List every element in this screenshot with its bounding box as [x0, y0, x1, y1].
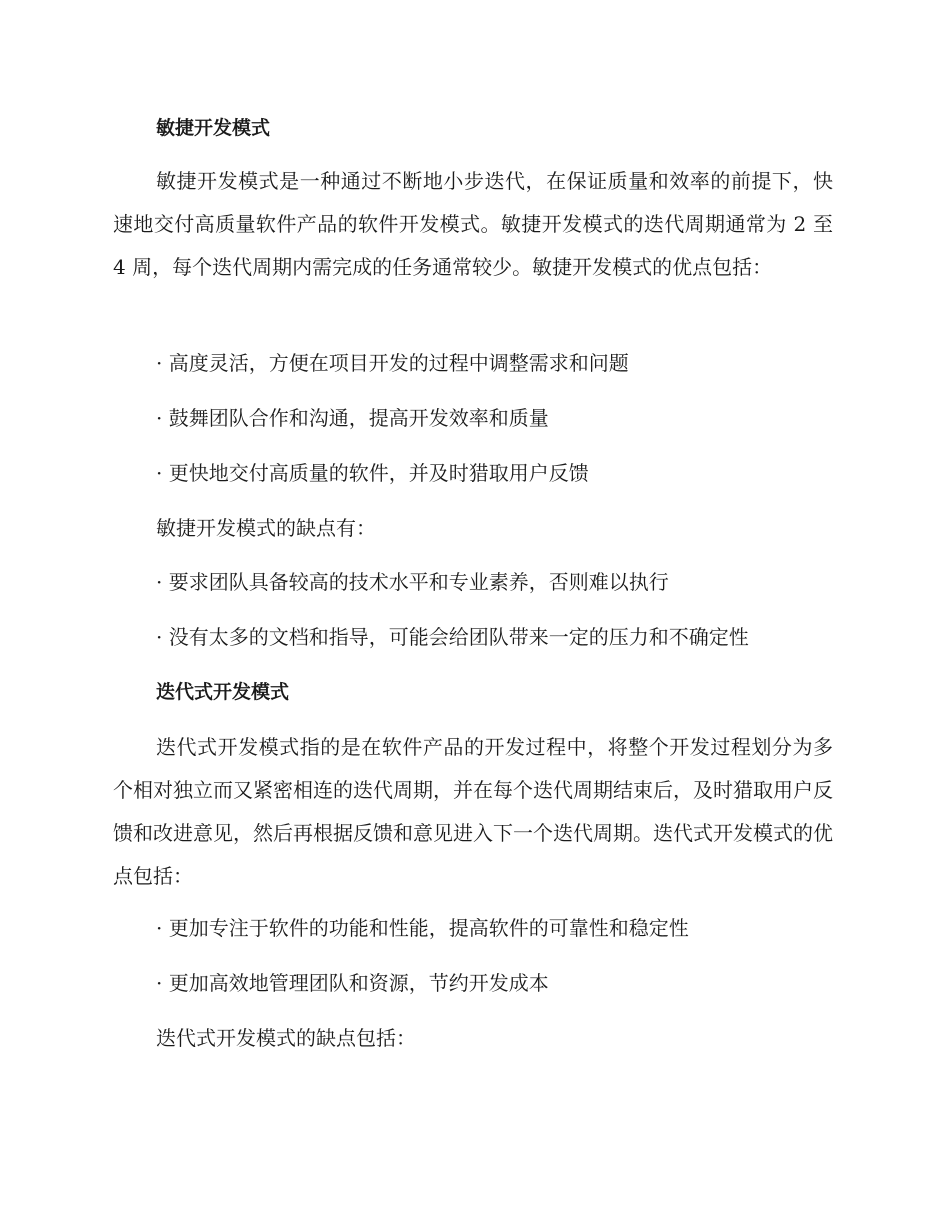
list-item-agile-disadvantage-1: · 要求团队具备较高的技术水平和专业素养，否则难以执行	[156, 570, 669, 594]
list-item-agile-advantage-1: · 高度灵活，方便在项目开发的过程中调整需求和问题	[156, 351, 629, 375]
list-item-iterative-advantage-2: · 更加高效地管理团队和资源，节约开发成本	[156, 971, 549, 995]
list-item-iterative-advantage-1: · 更加专注于软件的功能和性能，提高软件的可靠性和稳定性	[156, 916, 689, 940]
paragraph-agile-intro: 敏捷开发模式是一种通过不断地小步迭代，在保证质量和效率的前提下，快速地交付高质量软件产品的软件开发模式。敏捷开发模式的迭代周期通常为 2 至 4 周，每个迭代周期内需完成的任务通常较少。敏捷开发模式的优点包括：	[113, 169, 833, 279]
paragraph-iterative-disadvantages-intro: 迭代式开发模式的缺点包括：	[156, 1026, 416, 1050]
paragraph-agile-disadvantages-intro: 敏捷开发模式的缺点有：	[156, 516, 376, 540]
list-item-agile-disadvantage-2: · 没有太多的文档和指导，可能会给团队带来一定的压力和不确定性	[156, 625, 749, 649]
section-heading-agile: 敏捷开发模式	[156, 117, 271, 139]
paragraph-iterative-intro: 迭代式开发模式指的是在软件产品的开发过程中，将整个开发过程划分为多个相对独立而又紧密相连的迭代周期，并在每个迭代周期结束后，及时猎取用户反馈和改进意见，然后再根据反馈和意见进入下一个迭代周期。迭代式开发模式的优点包括：	[113, 735, 833, 888]
list-item-agile-advantage-2: · 鼓舞团队合作和沟通，提高开发效率和质量	[156, 406, 549, 430]
section-heading-iterative: 迭代式开发模式	[156, 681, 290, 703]
list-item-agile-advantage-3: · 更快地交付高质量的软件，并及时猎取用户反馈	[156, 461, 589, 485]
